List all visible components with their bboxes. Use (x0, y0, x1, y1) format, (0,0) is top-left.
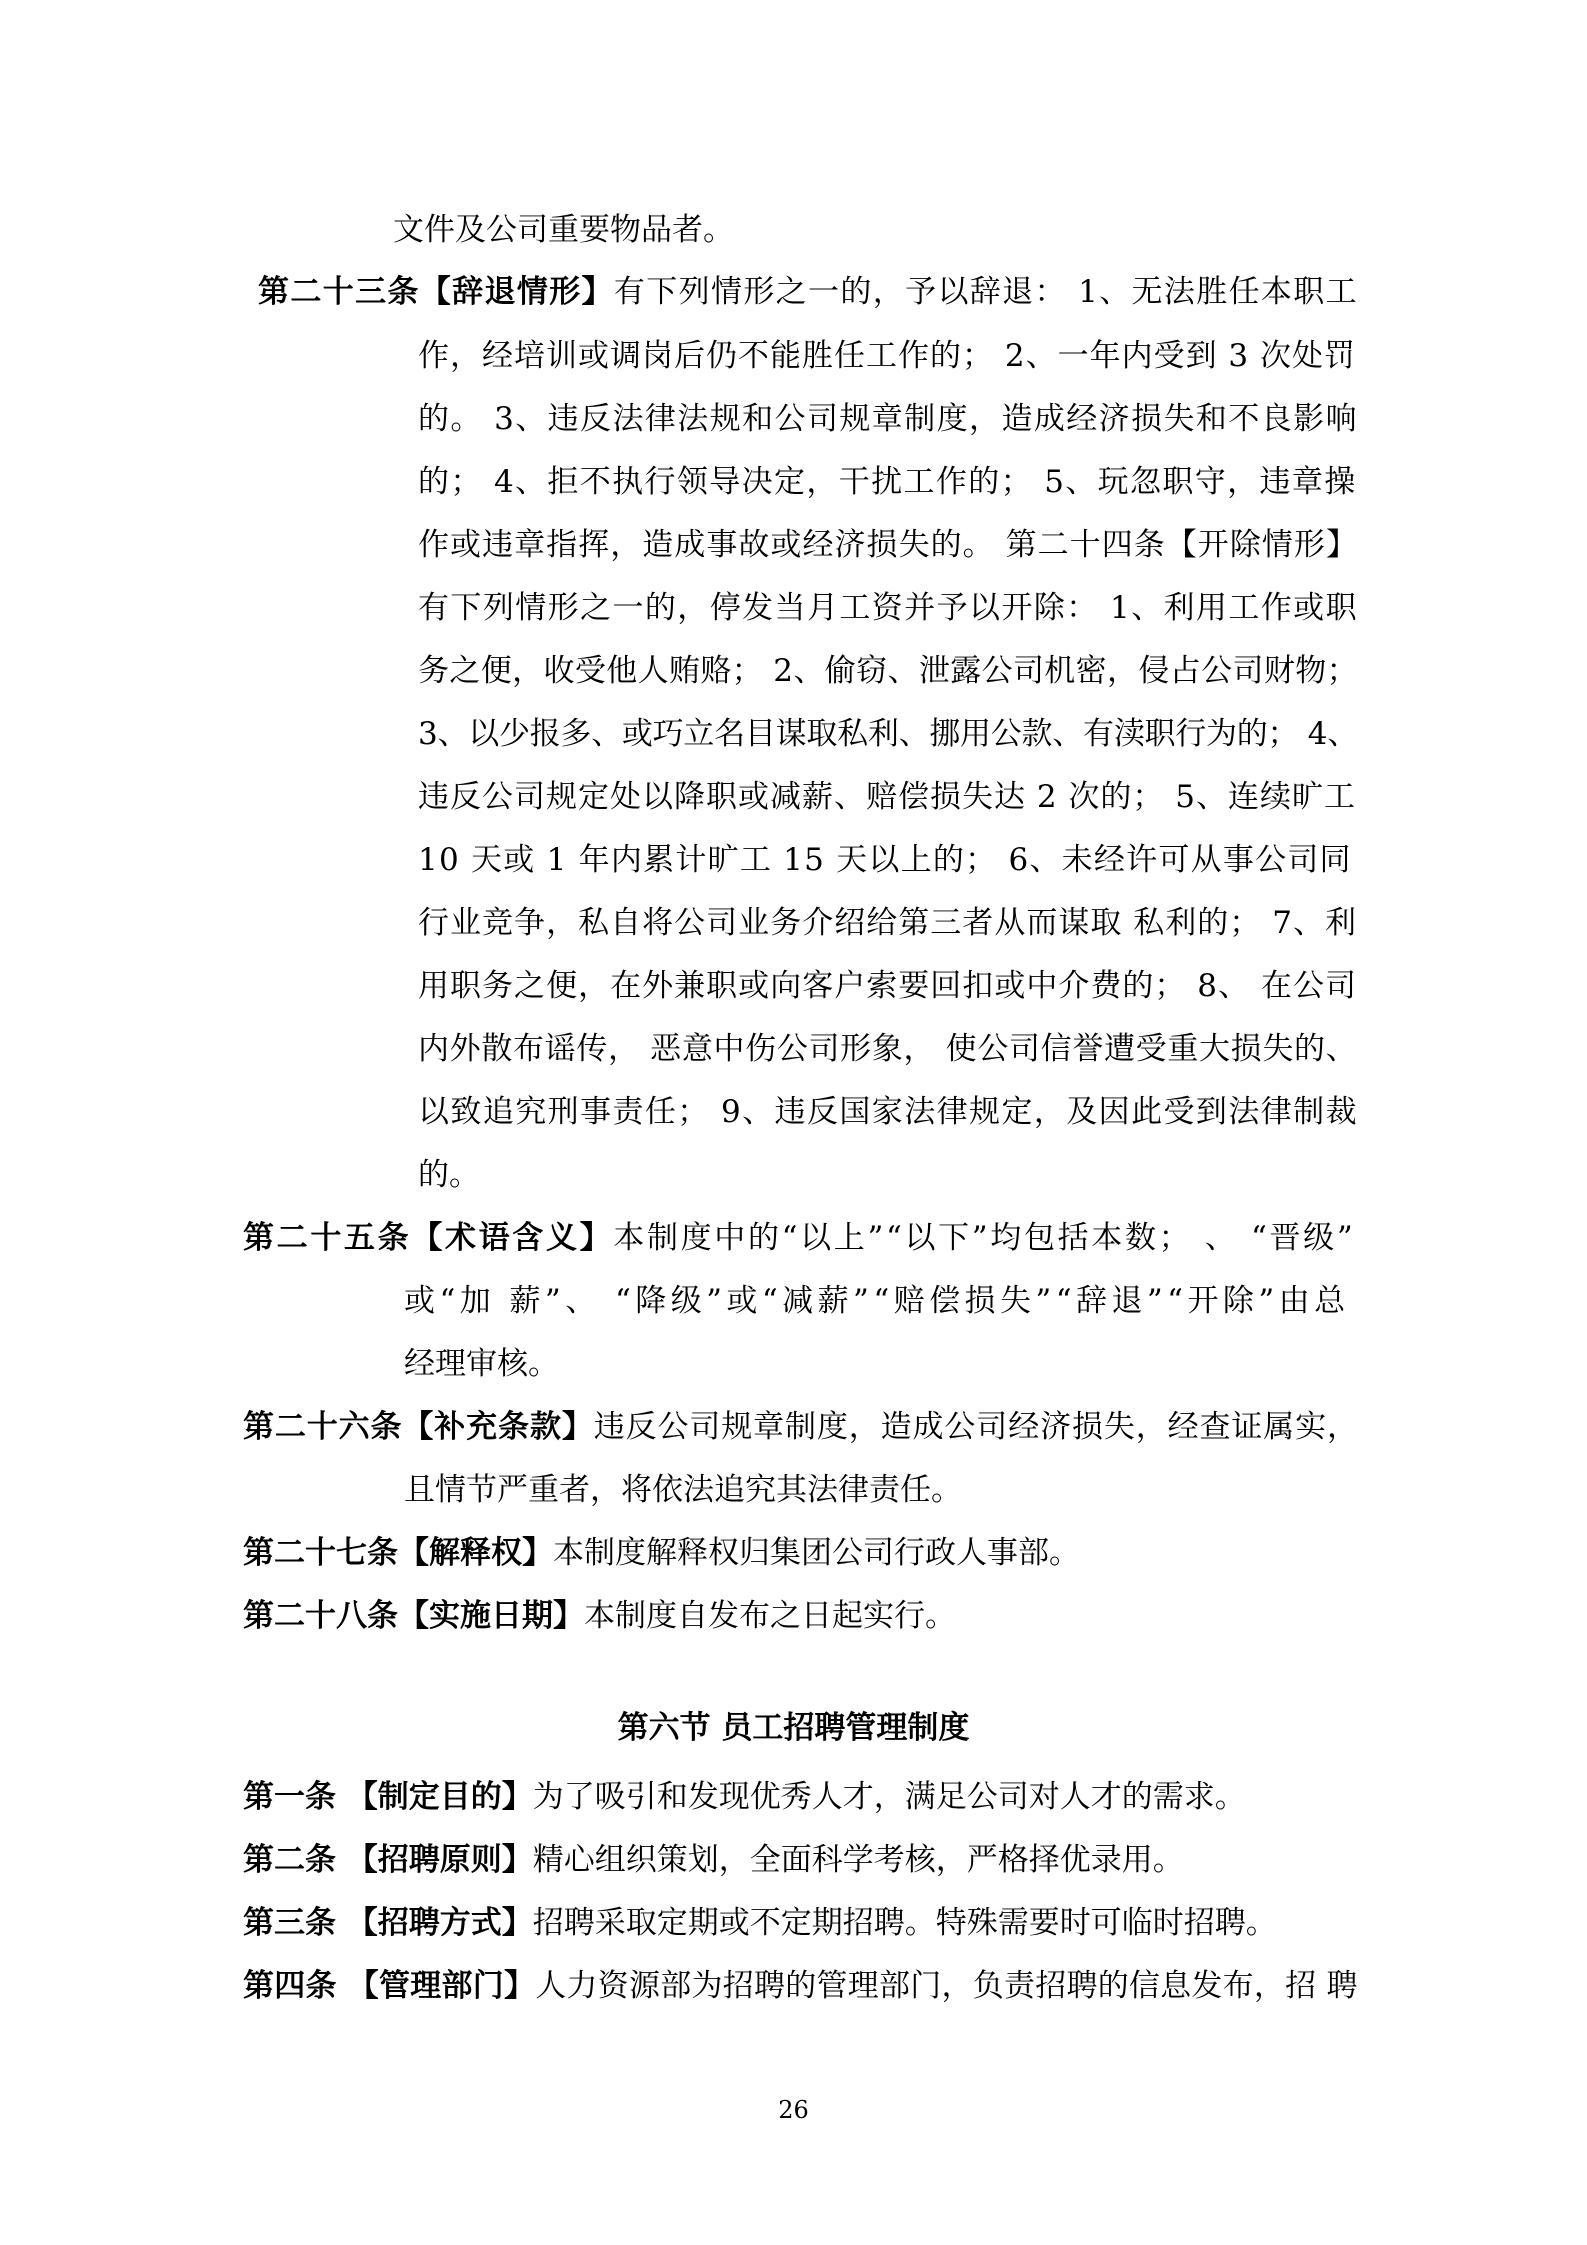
article-text: 的。 3、违反法律法规和公司规章制度，造成经济损失和不良影响 (418, 401, 1358, 437)
text-line (243, 1966, 1358, 2006)
article-heading: 第一条 【制定目的】 (243, 1779, 533, 1815)
text-line (243, 1840, 1184, 1880)
text-line (404, 1344, 559, 1384)
text-line (418, 399, 1358, 439)
text-line (418, 714, 1358, 754)
article-text: 行业竞争，私自将公司业务介绍给第三者从而谋取 私利的； 7、利 (418, 905, 1357, 941)
article-text: 内外散布谣传， 恶意中伤公司形象， 使公司信誉遭受重大损失的、 (418, 1031, 1358, 1067)
article-text: 为了吸引和发现优秀人才，满足公司对人才的需求。 (532, 1779, 1246, 1815)
text-line (418, 462, 1357, 502)
text-line (418, 903, 1357, 943)
text-line (418, 966, 1357, 1006)
article-heading: 第三条 【招聘方式】 (243, 1905, 533, 1941)
article-text: 有下列情形之一的，停发当月工资并予以开除： 1、利用工作或职 (418, 590, 1358, 626)
article-text: 本制度解释权归集团公司行政人事部。 (553, 1535, 1080, 1571)
article-text: 的； 4、拒不执行领导决定，干扰工作的； 5、玩忽职守，违章操 (418, 464, 1357, 500)
article-text: 作，经培训或调岗后仍不能胜任工作的； 2、一年内受到 3 次处罚 (418, 338, 1356, 374)
text-line (243, 1777, 1246, 1817)
article-heading: 第二十五条【术语含义】 (243, 1220, 614, 1256)
article-text: 违反公司规定处以降职或减薪、赔偿损失达 2 次的； 5、连续旷工 (418, 779, 1356, 815)
text-line (418, 588, 1358, 628)
article-text: 以致追究刑事责任； 9、违反国家法律规定，及因此受到法律制裁 (418, 1094, 1358, 1130)
text-line (243, 1596, 956, 1636)
article-text: 有下列情形之一的，予以辞退： 1、无法胜任本职工 (613, 274, 1358, 310)
text-line (418, 840, 1352, 880)
article-text: 经理审核。 (404, 1346, 559, 1382)
article-text: 作或违章指挥，造成事故或经济损失的。 第二十四条【开除情形】 (418, 527, 1358, 563)
page-number: 26 (778, 2096, 809, 2124)
article-text: 招聘采取定期或不定期招聘。特殊需要时可临时招聘。 (532, 1905, 1277, 1941)
article-text: 违反公司规章制度，造成公司经济损失，经查证属实， (593, 1409, 1359, 1445)
text-line (393, 210, 734, 250)
text-line (418, 1155, 480, 1195)
article-text: 用职务之便，在外兼职或向客户索要回扣或中介费的； 8、 在公司 (418, 968, 1357, 1004)
text-line (418, 777, 1356, 817)
article-heading: 第二十六条【补充条款】 (243, 1409, 594, 1445)
article-text: 3、以少报多、或巧立名目谋取私利、挪用公款、有渎职行为的； 4、 (418, 716, 1358, 752)
article-text: 人力资源部为招聘的管理部门，负责招聘的信息发布，招 聘 (535, 1968, 1358, 2004)
article-heading: 第二十八条【实施日期】 (243, 1598, 584, 1634)
text-line (404, 1281, 1350, 1321)
text-line (243, 1533, 1080, 1573)
text-line (243, 1903, 1277, 1943)
article-heading: 第四条 【管理部门】 (243, 1968, 536, 2004)
text-line (258, 272, 1358, 312)
text-line (418, 1092, 1358, 1132)
article-heading: 第二十三条【辞退情形】 (258, 274, 614, 310)
article-heading: 第二十七条【解释权】 (243, 1535, 553, 1571)
article-heading: 第六节 员工招聘管理制度 (617, 1710, 970, 1746)
article-text: 且情节严重者，将依法追究其法律责任。 (404, 1472, 962, 1508)
text-line (404, 1470, 962, 1510)
text-line (418, 336, 1356, 376)
article-text: 的。 (418, 1157, 480, 1193)
section-heading (0, 1708, 1587, 1748)
article-text: 本制度自发布之日起实行。 (584, 1598, 956, 1634)
article-text: 或“加 薪”、 “降级”或“减薪”“赔偿损失”“辞退”“开除”由总 (404, 1283, 1350, 1319)
article-text: 文件及公司重要物品者。 (393, 212, 734, 248)
article-heading: 第二条 【招聘原则】 (243, 1842, 533, 1878)
text-line (243, 1218, 1355, 1258)
text-line (243, 1407, 1359, 1447)
article-text: 务之便，收受他人贿赂； 2、偷窃、泄露公司机密，侵占公司财物； (418, 653, 1358, 689)
text-line (418, 651, 1358, 691)
text-line (418, 525, 1358, 565)
article-text: 精心组织策划，全面科学考核，严格择优录用。 (532, 1842, 1184, 1878)
article-text: 本制度中的“以上”“以下”均包括本数； 、 “晋级” (613, 1220, 1356, 1256)
text-line (418, 1029, 1357, 1069)
article-text: 10 天或 1 年内累计旷工 15 天以上的； 6、未经许可从事公司同 (418, 842, 1352, 878)
